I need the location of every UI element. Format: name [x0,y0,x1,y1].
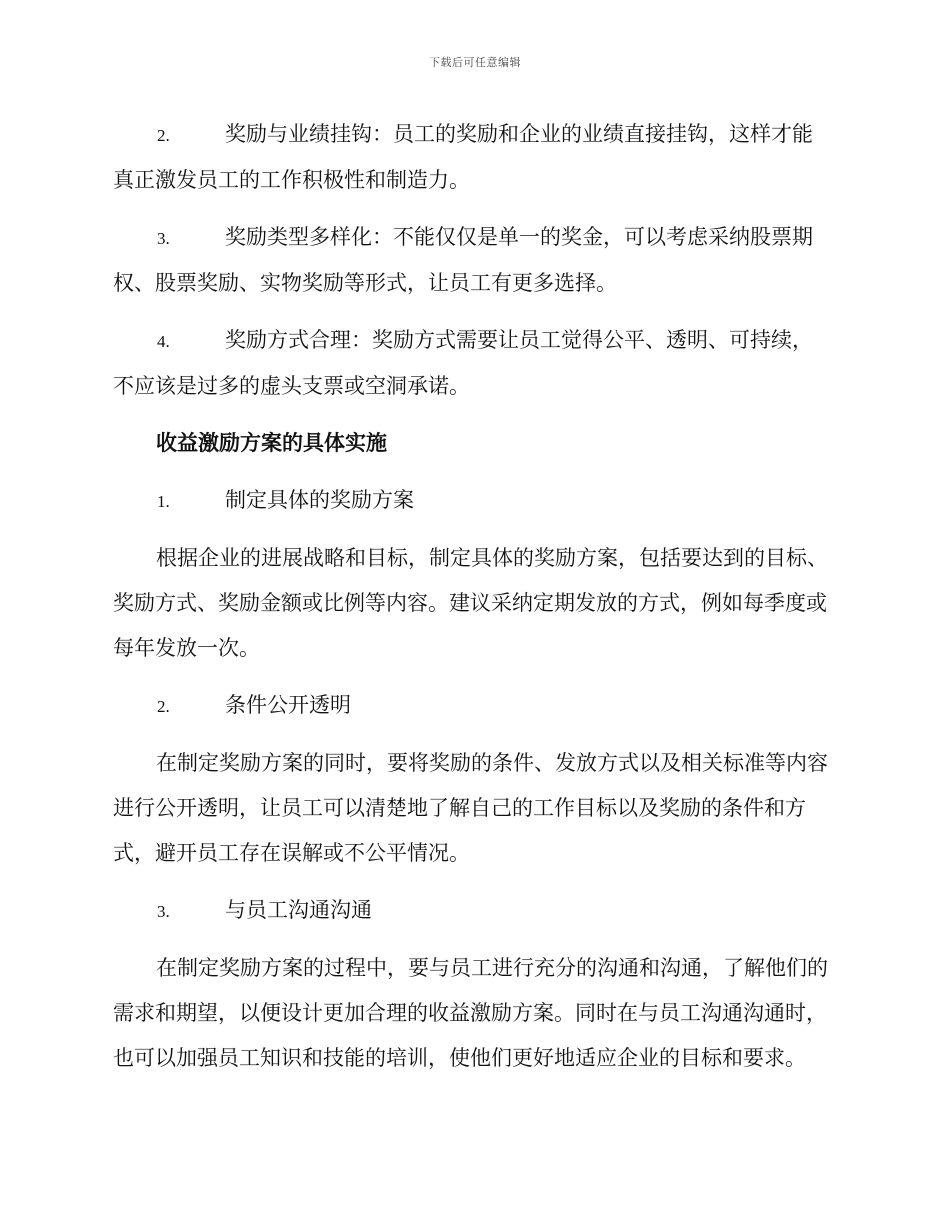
section-heading: 收益激励方案的具体实施 [156,431,387,455]
step-title [113,683,833,729]
step-title-text: 与员工沟通沟通 [225,898,372,922]
step-title-text: 条件公开透明 [225,693,351,717]
list-item-text: 奖励方式合理：奖励方式需要让员工觉得公平、透明、可持续，不应该是过多的虚头支票或空洞承诺。 [113,328,813,398]
step-number: 3. [157,902,170,921]
step-title-text: 制定具体的奖励方案 [225,488,414,512]
list-item-number: 3. [157,229,170,248]
list-item [113,318,833,409]
step-title [113,478,833,524]
step-number: 2. [157,697,170,716]
step-body: 根据企业的进展战略和目标，制定具体的奖励方案，包括要达到的目标、奖励方式、奖励金额或比例等内容。建议采纳定期发放的方式，例如每季度或每年发放一次。 [113,546,828,660]
step-title [113,888,833,934]
list-item [113,112,833,203]
list-item [113,215,833,306]
list-item-number: 2. [157,126,170,145]
step-body: 在制定奖励方案的同时，要将奖励的条件、发放方式以及相关标准等内容进行公开透明，让员工可以清楚地了解自己的工作目标以及奖励的条件和方式，避开员工存在误解或不公平情况。 [113,751,828,865]
step-number: 1. [157,492,170,511]
list-item-number: 4. [157,332,170,351]
list-item-text: 奖励与业绩挂钩：员工的奖励和企业的业绩直接挂钩，这样才能真正激发员工的工作积极性和制造力。 [113,122,813,192]
list-item-text: 奖励类型多样化：不能仅仅是单一的奖金，可以考虑采纳股票期权、股票奖励、实物奖励等形式，让员工有更多选择。 [113,225,813,295]
page-header: 下载后可任意编辑 [429,56,521,69]
document-body [113,112,833,1093]
step-body: 在制定奖励方案的过程中，要与员工进行充分的沟通和沟通，了解他们的需求和期望，以便设计更加合理的收益激励方案。同时在与员工沟通沟通时，也可以加强员工知识和技能的培训，使他们更好地适应企业的目标和要求。 [113,956,828,1070]
